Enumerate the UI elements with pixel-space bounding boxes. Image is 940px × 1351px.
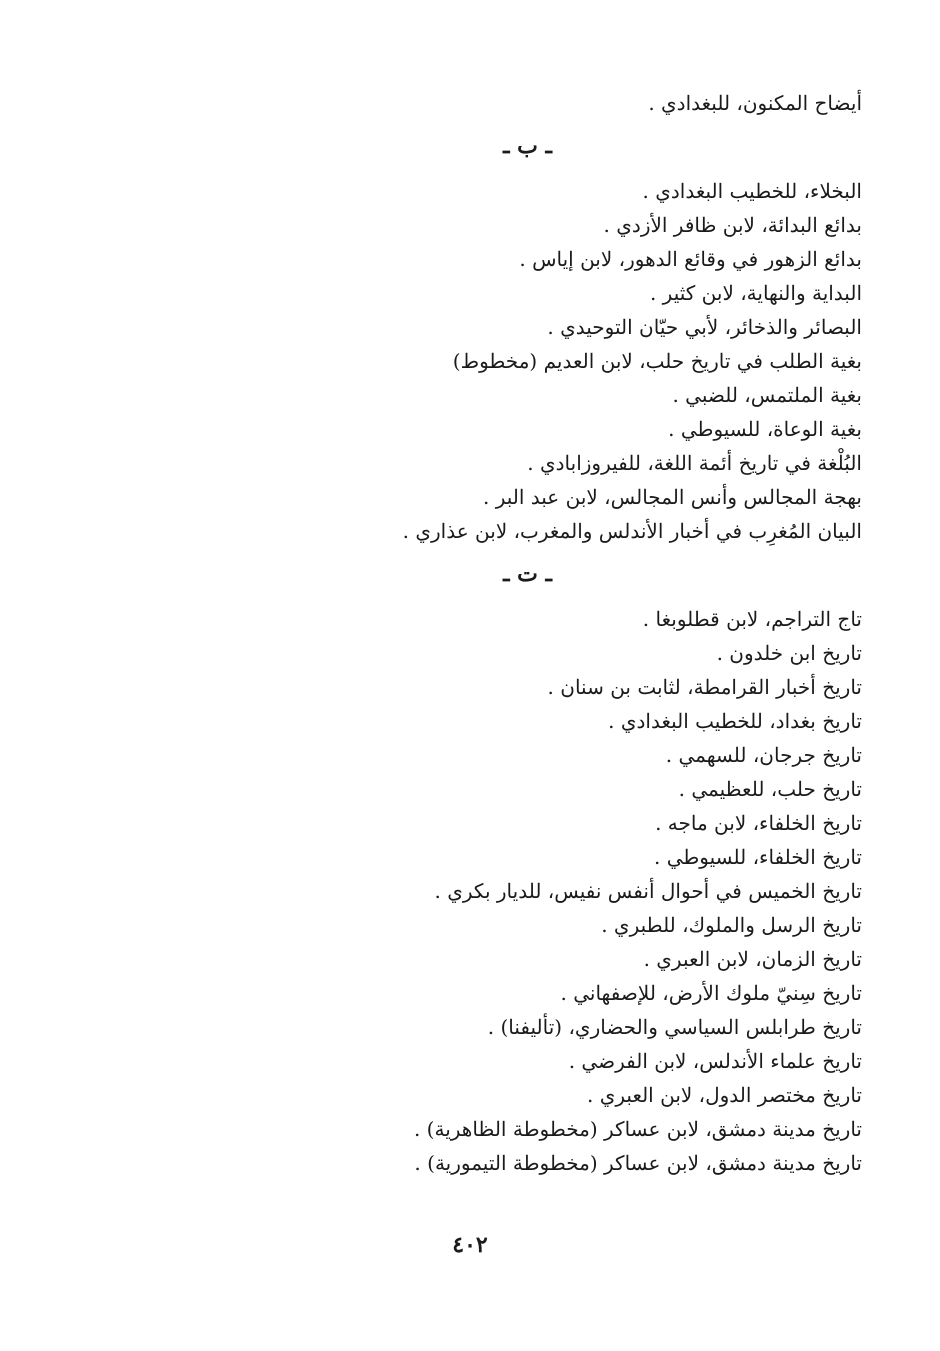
bibliography-entry: بغية الطلب في تاريخ حلب، لابن العديم (مخطوط) — [452, 349, 862, 373]
bibliography-entry: أيضاح المكنون، للبغدادي . — [648, 91, 862, 115]
bibliography-entry: تاريخ الخلفاء، للسيوطي . — [654, 845, 862, 869]
bibliography-entry: تاريخ بغداد، للخطيب البغدادي . — [608, 709, 862, 733]
bibliography-entry: تاريخ حلب، للعظيمي . — [678, 777, 862, 801]
page-number: ٤٠٢ — [452, 1232, 488, 1258]
bibliography-entry: تاريخ طرابلس السياسي والحضاري، (تأليفنا) . — [487, 1015, 862, 1039]
bibliography-entry: تاريخ أخبار القرامطة، لثابت بن سنان . — [547, 675, 862, 699]
bibliography-entry: بدائع الزهور في وقائع الدهور، لابن إياس . — [519, 247, 862, 271]
bibliography-column — [382, 86, 862, 1180]
bibliography-entry: البخلاء، للخطيب البغدادي . — [642, 179, 862, 203]
bibliography-entry: بغية الملتمس، للضبي . — [672, 383, 862, 407]
bibliography-entry: بدائع البدائة، لابن ظافر الأزدي . — [603, 213, 862, 237]
bibliography-entry: تاج التراجم، لابن قطلوبغا . — [642, 607, 862, 631]
bibliography-entry: تاريخ الخلفاء، لابن ماجه . — [655, 811, 862, 835]
bibliography-entry: تاريخ الرسل والملوك، للطبري . — [601, 913, 862, 937]
bibliography-entry: تاريخ مدينة دمشق، لابن عساكر (مخطوطة التيمورية) . — [414, 1151, 862, 1175]
bibliography-entry: تاريخ الزمان، لابن العبري . — [643, 947, 862, 971]
bibliography-entry: تاريخ مدينة دمشق، لابن عساكر (مخطوطة الظاهرية) . — [413, 1117, 862, 1141]
bibliography-entry: البيان المُغرِب في أخبار الأندلس والمغرب، لابن عذاري . — [402, 519, 862, 543]
bibliography-entry: تاريخ سِنيّ ملوك الأرض، للإصفهاني . — [560, 981, 862, 1005]
bibliography-entry: البداية والنهاية، لابن كثير . — [649, 281, 862, 305]
section-ba-list — [382, 174, 862, 548]
bibliography-entry: بغية الوعاة، للسيوطي . — [668, 417, 862, 441]
bibliography-entry: البُلْغة في تاريخ أئمة اللغة، للفيروزابادي . — [527, 451, 862, 475]
bibliography-entry: بهجة المجالس وأنس المجالس، لابن عبد البر . — [482, 485, 862, 509]
section-heading-ba: ـ ب ـ — [503, 133, 552, 159]
section-ta-list — [382, 602, 862, 1180]
bibliography-entry: تاريخ ابن خلدون . — [716, 641, 862, 665]
section-heading-ta: ـ ت ـ — [503, 561, 552, 587]
bibliography-entry: البصائر والذخائر، لأبي حيّان التوحيدي . — [547, 315, 862, 339]
bibliography-entry: تاريخ جرجان، للسهمي . — [665, 743, 862, 767]
bibliography-entry: تاريخ الخميس في أحوال أنفس نفيس، للديار بكري . — [434, 879, 862, 903]
bibliography-entry: تاريخ علماء الأندلس، لابن الفرضي . — [568, 1049, 862, 1073]
bibliography-entry: تاريخ مختصر الدول، لابن العبري . — [587, 1083, 862, 1107]
